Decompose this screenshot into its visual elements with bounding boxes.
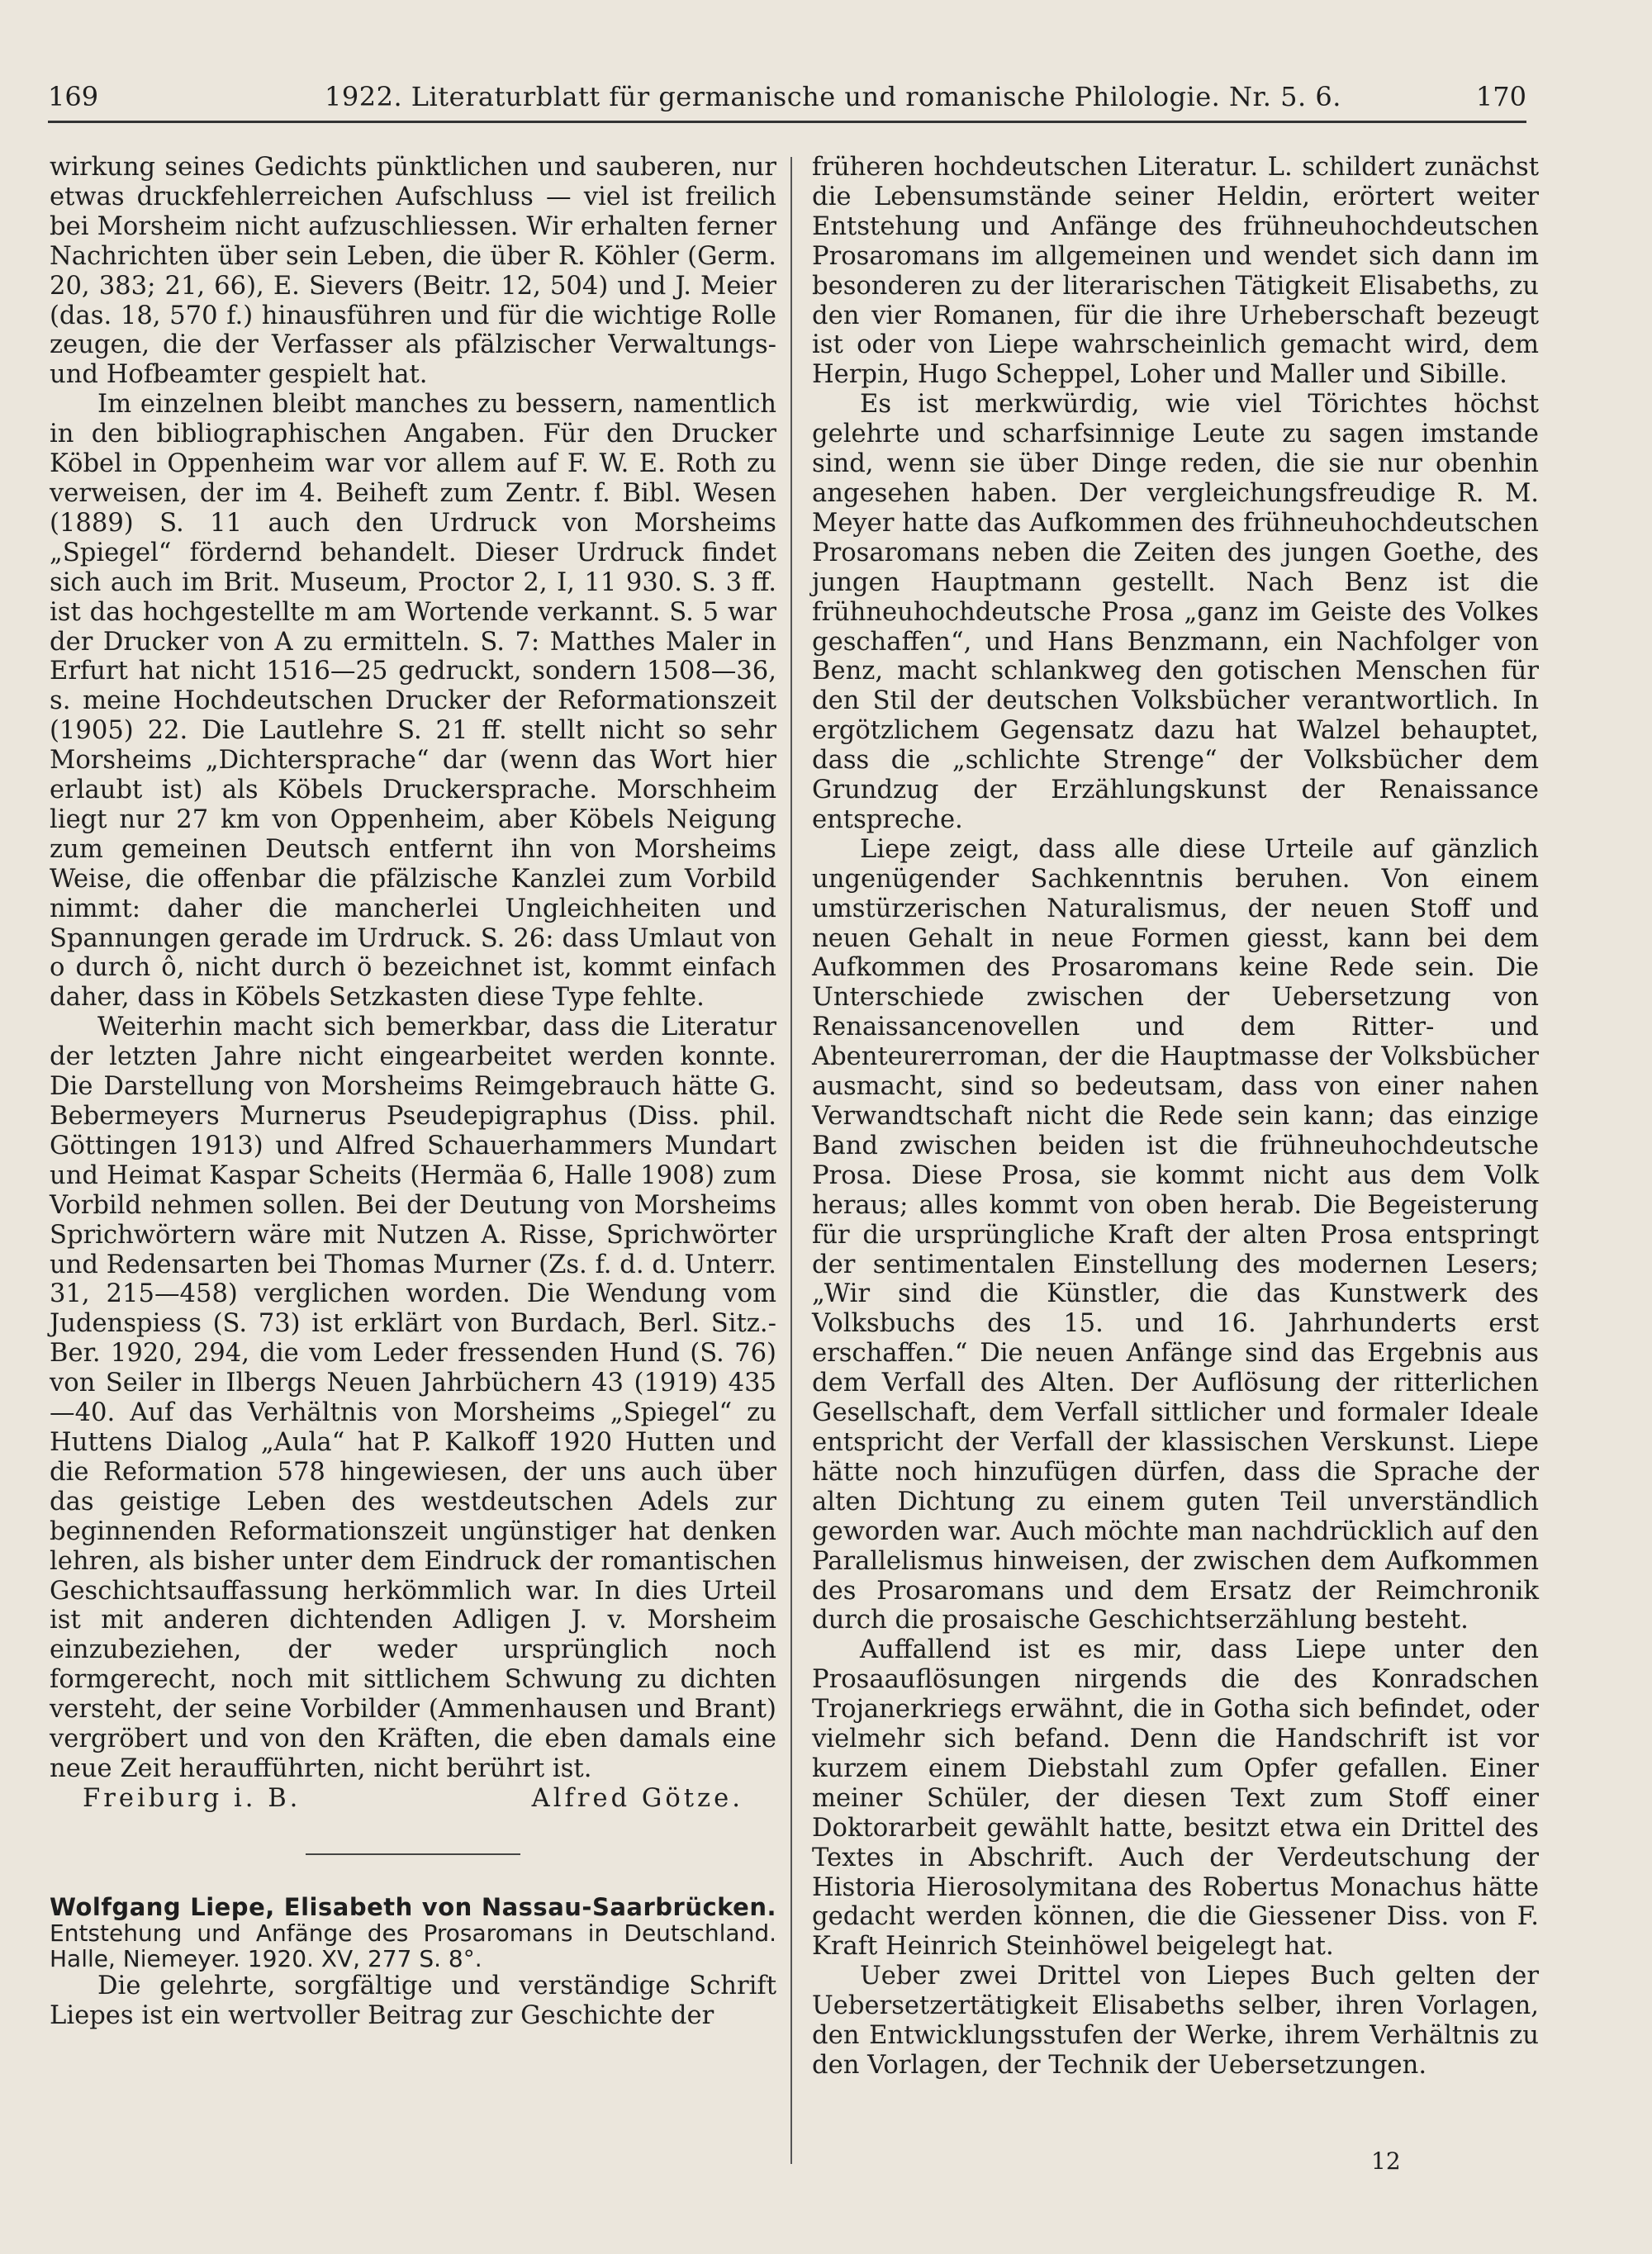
running-title: 1922. Literaturblatt für germanische und romanische Philologie. Nr. 5. 6. — [325, 81, 1341, 112]
paragraph: Es ist merkwürdig, wie viel Törichtes höchst gelehrte und scharfsinnige Leute zu sagen imstande sind, wenn sie über Dinge reden, die sie nur obenhin angesehen haben. Der vergleichungsfreudige R. M. Meyer hatte das Aufkommen des frühneuhochdeutschen Prosaromans neben die Zeiten des jungen Goethe, des jungen Hauptmann gestellt. Nach Benz ist die frühneuhochdeutsche Prosa „ganz im Geiste des Volkes geschaffen“, und Hans Benzmann, ein Nachfolger von Benz, macht schlankweg den gotischen Menschen für den Stil der deutschen Volksbücher verantwortlich. In ergötzlichem Gegensatz dazu hat Walzel behauptet, dass die „schlichte Strenge“ der Volksbücher dem Grundzug der Erzählungskunst der Renaissance entspreche. — [812, 390, 1539, 834]
paragraph: Liepe zeigt, dass alle diese Urteile auf gänzlich ungenügender Sachkenntnis beruhen. Von einem umstürzerischen Naturalismus, der neuen Stoff und neuen Gehalt in neue Formen giesst, kann bei dem Aufkommen des Prosaromans keine Rede sein. Die Unterschiede zwischen der Uebersetzung von Renaissancenovellen und dem Ritter- und Abenteurerroman, der die Hauptmasse der Volksbücher ausmacht, sind so bedeutsam, dass von einer nahen Verwandtschaft nicht die Rede sein kann; das einzige Band zwischen beiden ist die frühneuhochdeutsche Prosa. Diese Prosa, sie kommt nicht aus dem Volk heraus; alles kommt von oben herab. Die Begeisterung für die ursprüngliche Kraft der alten Prosa entspringt der sentimentalen Einstellung des modernen Lesers; „Wir sind die Künstler, die das Kunstwerk des Volksbuchs des 15. und 16. Jahrhunderts erst erschaffen.“ Die neuen Anfänge sind das Ergebnis aus dem Verfall des Alten. Der Auflösung der ritterlichen Gesellschaft, dem Verfall sittlicher und formaler Ideale entspricht der Verfall der klassischen Verskunst. Liepe hätte noch hinzufügen dürfen, dass die Sprache der alten Dichtung zu einem guten Teil unverständlich geworden war. Auch möchte man nachdrücklich auf den Parallelismus hinweisen, der zwischen dem Aufkommen des Prosaromans und dem Ersatz der Reimchronik durch die prosaische Geschichtserzählung besteht. — [812, 834, 1539, 1635]
header-rule — [48, 121, 1526, 123]
paragraph: Ueber zwei Drittel von Liepes Buch gelten der Uebersetzertätigkeit Elisabeths selber, ihren Vorlagen, den Entwicklungsstufen der Werke, ihrem Verhältnis zu den Vorlagen, der Technik der Uebersetzungen. — [812, 1962, 1539, 2080]
paragraph: Die gelehrte, sorgfältige und verständige Schrift Liepes ist ein wertvoller Beitrag zur Geschichte der — [50, 1971, 776, 2030]
paragraph: Weiterhin macht sich bemerkbar, dass die Literatur der letzten Jahre nicht eingearbeitet werden konnte. Die Darstellung von Morsheims Reimgebrauch hätte G. Bebermeyers Murnerus Pseudepigraphus (Diss. phil. Göttingen 1913) und Alfred Schauerhammers Mundart und Heimat Kaspar Scheits (Hermäa 6, Halle 1908) zum Vorbild nehmen sollen. Bei der Deutung von Morsheims Sprichwörtern wäre mit Nutzen A. Risse, Sprichwörter und Redensarten bei Thomas Murner (Zs. f. d. d. Unterr. 31, 215—458) verglichen worden. Die Wendung vom Judenspiess (S. 73) ist erklärt von Burdach, Berl. Sitz.-Ber. 1920, 294, die vom Leder fressenden Hund (S. 76) von Seiler in Ilbergs Neuen Jahrbüchern 43 (1919) 435—40. Auf das Verhältnis von Morsheims „Spiegel“ zu Huttens Dialog „Aula“ hat P. Kalkoff 1920 Hutten und die Reformation 578 hingewiesen, der uns auch über das geistige Leben des westdeutschen Adels zur beginnenden Reformationszeit ungünstiger hat denken lehren, als bisher unter dem Eindruck der romantischen Geschichtsauffassung herkömmlich war. In dies Urteil ist mit anderen dichtenden Adligen J. v. Morsheim einzubeziehen, der weder ursprünglich noch formgerecht, noch mit sittlichem Schwung zu dichten versteht, der seine Vorbilder (Ammenhausen und Brant) vergröbert und von den Kräften, die eben damals eine neue Zeit heraufführten, nicht berührt ist. — [50, 1013, 776, 1783]
paragraph: wirkung seines Gedichts pünktlichen und sauberen, nur etwas druckfehlerreichen Aufschluss — viel ist freilich bei Morsheim nicht aufzuschliessen. Wir erhalten ferner Nachrichten über sein Leben, die über R. Köhler (Germ. 20, 383; 21, 66), E. Sievers (Beitr. 12, 504) und J. Meier (das. 18, 570 f.) hinausführen und für die wichtige Rolle zeugen, die der Verfasser als pfälzischer Verwaltungs- und Hofbeamter gespielt hat. — [50, 153, 776, 390]
signature-name: Alfred Götze. — [531, 1783, 743, 1813]
paragraph: Auffallend ist es mir, dass Liepe unter den Prosaauflösungen nirgends die des Konradschen Trojanerkriegs erwähnt, die in Gotha sich befindet, oder vielmehr sich befand. Denn die Handschrift ist vor kurzem einem Diebstahl zum Opfer gefallen. Einer meiner Schüler, der diesen Text zum Stoff einer Doktorarbeit gewählt hatte, besitzt etwa ein Drittel des Textes in Abschrift. Auch der Verdeutschung der Historia Hierosolymitana des Robertus Monachus hätte gedacht werden können, die die Giessener Diss. von F. Kraft Heinrich Steinhöwel beigelegt hat. — [812, 1635, 1539, 1962]
signature-place: Freiburg i. B. — [83, 1783, 301, 1813]
left-column — [50, 153, 776, 2031]
review-heading — [50, 1892, 776, 1972]
right-column — [812, 153, 1539, 2081]
review-signature — [50, 1784, 776, 1814]
page-header — [48, 81, 1526, 122]
signature-mark: 12 — [1371, 2147, 1401, 2175]
page-number-left: 169 — [48, 81, 99, 112]
review-bibliographic-info: Entstehung und Anfänge des Prosaromans in Deutschland. Halle, Niemeyer. 1920. XV, 277 S. 8°. — [50, 1919, 776, 1972]
section-separator — [306, 1853, 520, 1855]
paragraph: Im einzelnen bleibt manches zu bessern, namentlich in den bibliographischen Angaben. Für den Drucker Köbel in Oppenheim war vor allem auf F. W. E. Roth zu verweisen, der im 4. Beiheft zum Zentr. f. Bibl. Wesen (1889) S. 11 auch den Urdruck von Morsheims „Spiegel“ fördernd behandelt. Dieser Urdruck findet sich auch im Brit. Museum, Proctor 2, I, 11 930. S. 3 ff. ist das hochgestellte m am Wortende verkannt. S. 5 war der Drucker von A zu ermitteln. S. 7: Matthes Maler in Erfurt hat nicht 1516—25 gedruckt, sondern 1508—36, s. meine Hochdeutschen Drucker der Reformationszeit (1905) 22. Die Lautlehre S. 21 ff. stellt nicht so sehr Morsheims „Dichtersprache“ dar (wenn das Wort hier erlaubt ist) als Köbels Druckersprache. Morschheim liegt nur 27 km von Oppenheim, aber Köbels Neigung zum gemeinen Deutsch entfernt ihn von Morsheims Weise, die offenbar die pfälzische Kanzlei zum Vorbild nimmt: daher die mancherlei Ungleichheiten und Spannungen gerade im Urdruck. S. 26: dass Umlaut von o durch ô, nicht durch ö bezeichnet ist, kommt einfach daher, dass in Köbels Setzkasten diese Type fehlte. — [50, 390, 776, 1013]
page-number-right: 170 — [1475, 81, 1526, 112]
review-author-title: Wolfgang Liepe, Elisabeth von Nassau-Saarbrücken. — [50, 1892, 776, 1921]
column-divider — [790, 157, 792, 2164]
paragraph: früheren hochdeutschen Literatur. L. schildert zunächst die Lebensumstände seiner Heldin, erörtert weiter Entstehung und Anfänge des frühneuhochdeutschen Prosaromans im allgemeinen und wendet sich dann im besonderen zu der literarischen Tätigkeit Elisabeths, zu den vier Romanen, für die ihre Urheberschaft bezeugt ist oder von Liepe wahrscheinlich gemacht wird, dem Herpin, Hugo Scheppel, Loher und Maller und Sibille. — [812, 153, 1539, 390]
